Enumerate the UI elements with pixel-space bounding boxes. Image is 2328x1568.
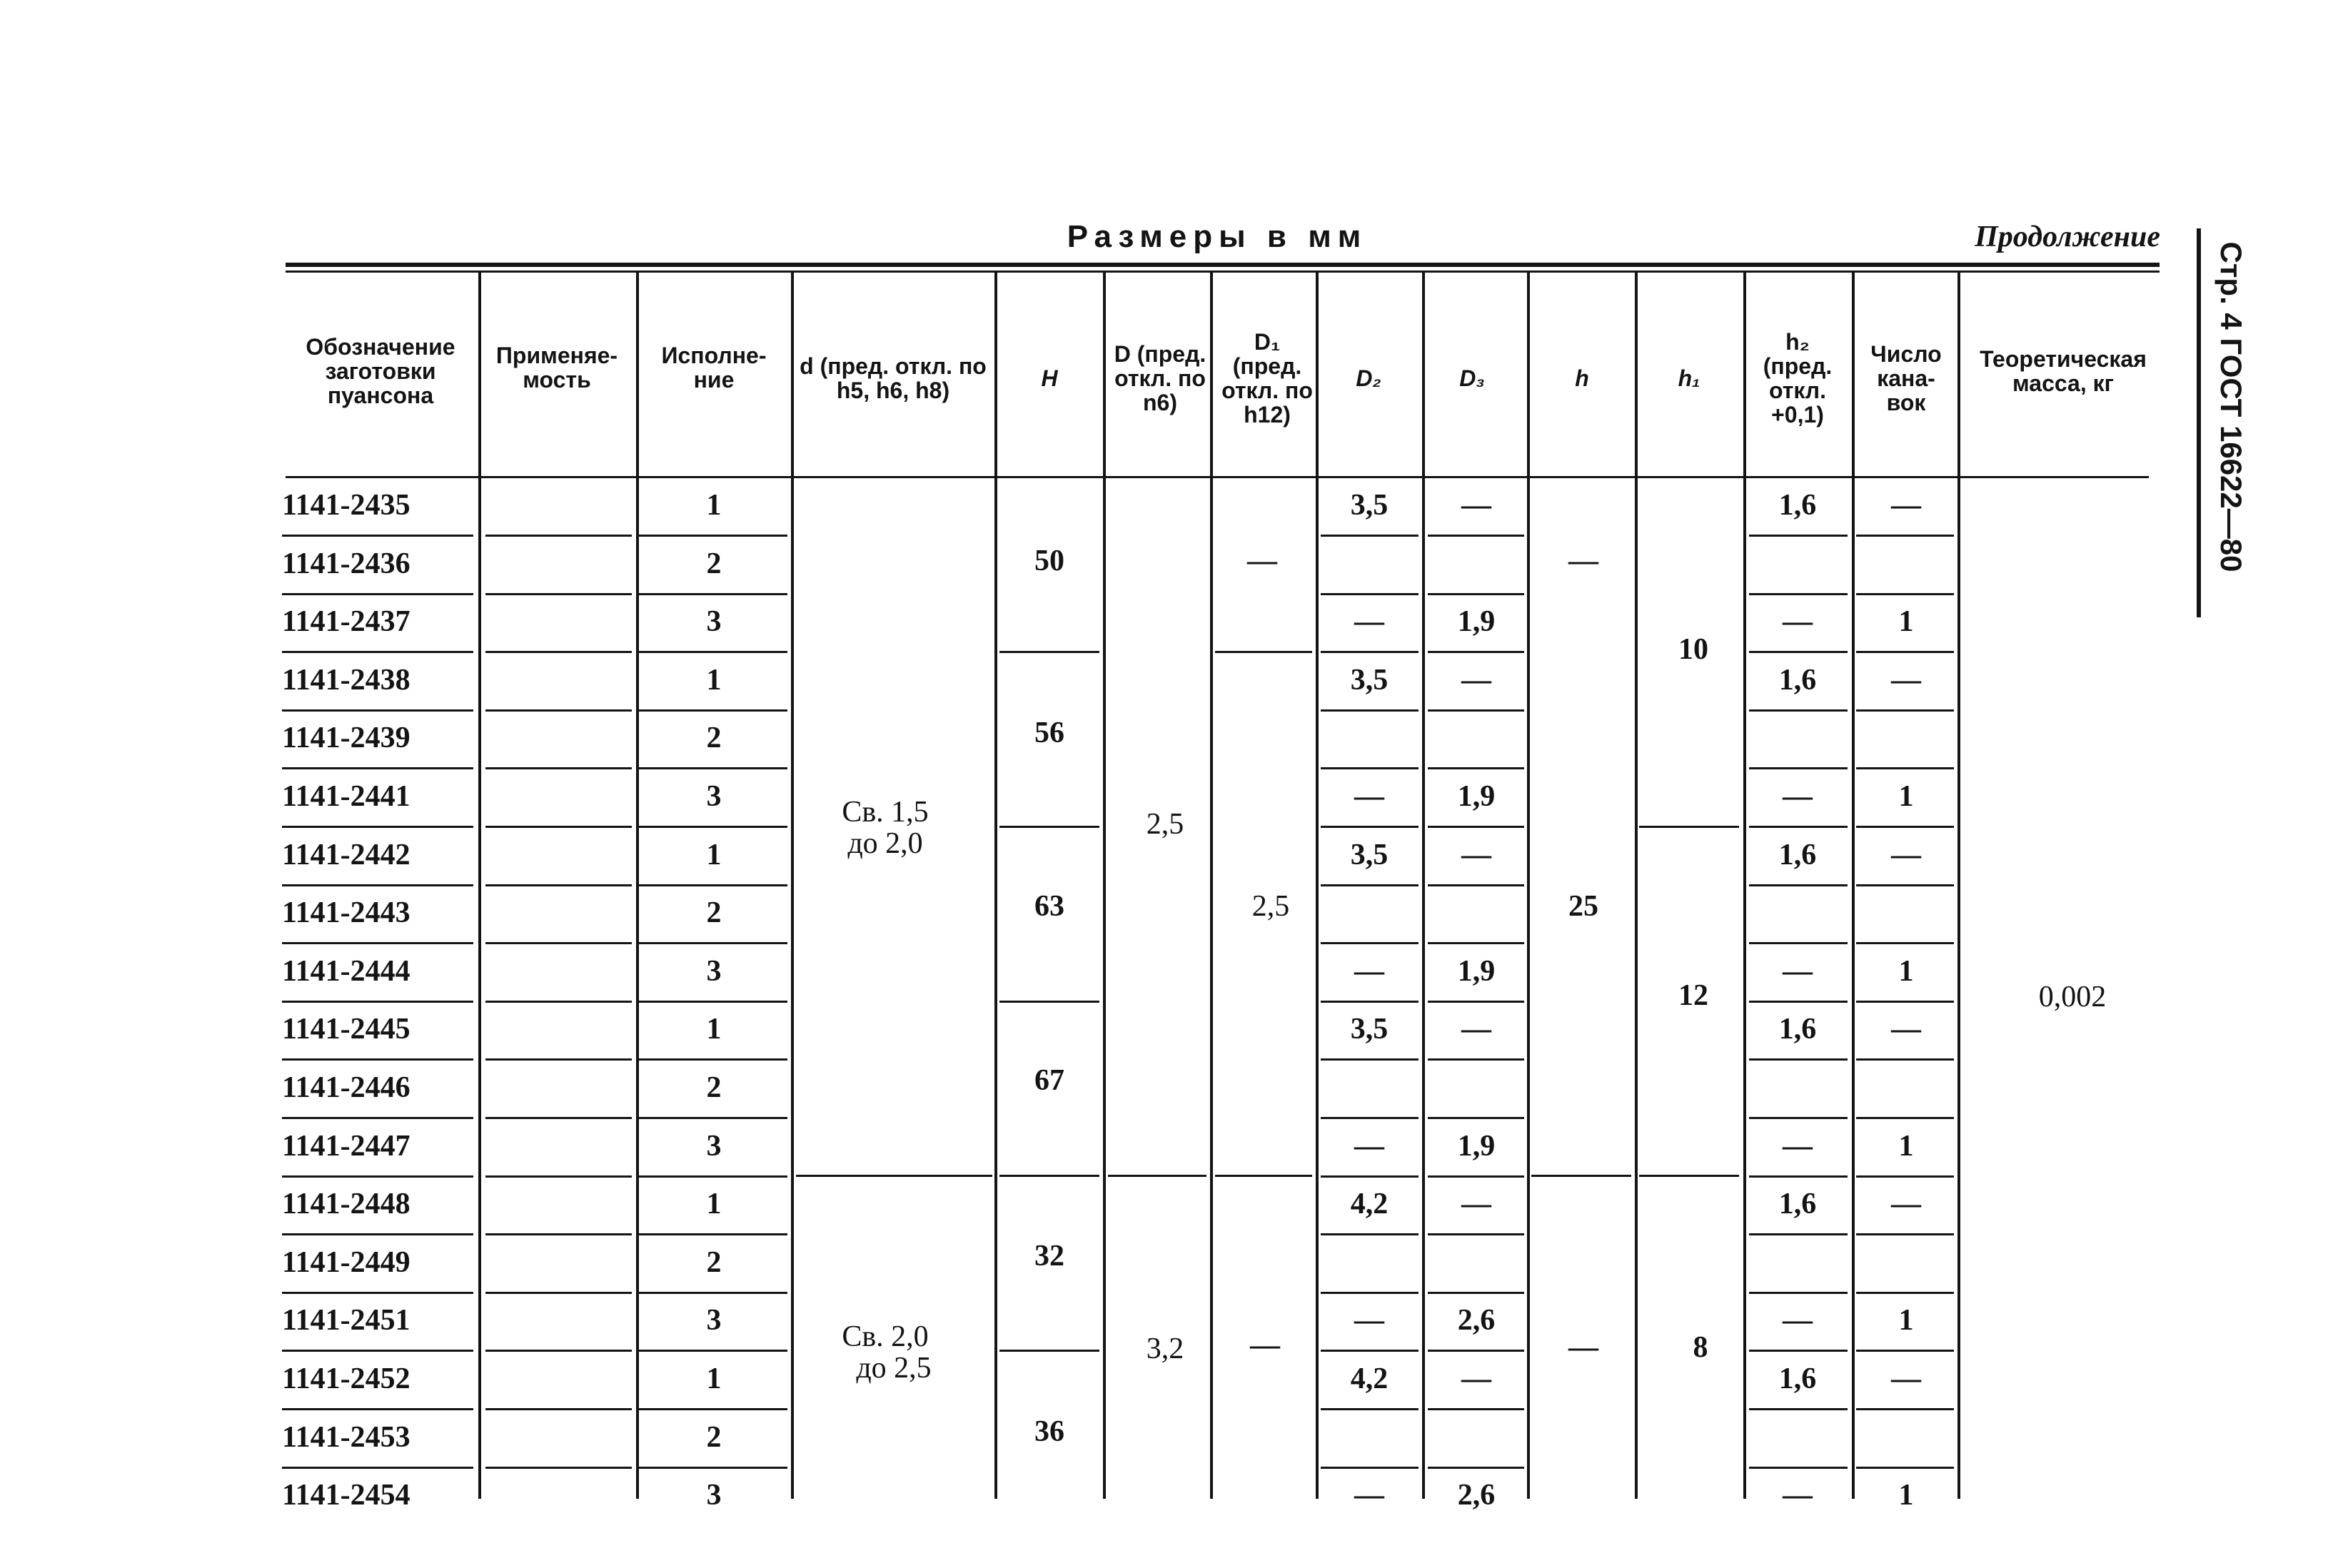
row-rule [1856, 535, 1954, 537]
row-rule [1428, 709, 1524, 712]
row-h2: — [1783, 605, 1813, 638]
row-rule [1749, 1233, 1848, 1235]
D-value: 2,5 [1146, 808, 1184, 841]
row-D3: — [1461, 489, 1491, 522]
row-rule [1749, 1117, 1848, 1119]
row-rule [1856, 1292, 1954, 1294]
row-D2: 3,5 [1350, 489, 1389, 522]
row-D3: 2,6 [1457, 1304, 1496, 1337]
row-rule [639, 1001, 787, 1003]
header-h: h [1575, 365, 1589, 391]
H-value: 32 [1034, 1240, 1064, 1273]
row-rule [1321, 1467, 1419, 1469]
row-rule [999, 826, 1099, 828]
row-variant: 1 [706, 1362, 722, 1395]
row-rule [639, 1175, 787, 1178]
row-code: 1141-2453 [282, 1421, 410, 1454]
row-D3: 1,9 [1457, 605, 1496, 638]
row-rule [999, 651, 1099, 653]
row-rule [1428, 942, 1524, 944]
row-rule [1749, 593, 1848, 595]
row-rule [1428, 1117, 1524, 1119]
row-variant: 2 [706, 1071, 722, 1104]
row-variant: 1 [706, 664, 722, 697]
D-value: 3,2 [1146, 1332, 1184, 1365]
row-D2: 3,5 [1350, 1013, 1389, 1046]
row-rule [1428, 1233, 1524, 1235]
row-rule [1321, 1408, 1419, 1410]
row-D3: — [1461, 1013, 1491, 1046]
row-code: 1141-2451 [282, 1304, 410, 1337]
row-rule [1639, 1175, 1739, 1177]
header-h2: h₂ (пред. откл. +0,1) [1763, 329, 1833, 428]
D1-value: — [1247, 545, 1277, 577]
col-sep [1635, 271, 1638, 1499]
row-rule [282, 1292, 473, 1294]
row-rule [1428, 651, 1524, 653]
row-grooves: — [1891, 1013, 1921, 1046]
top-rule-thin [286, 270, 2160, 273]
col-sep [1103, 271, 1106, 1499]
H-value: 67 [1034, 1064, 1064, 1097]
row-rule [639, 767, 787, 769]
row-code: 1141-2435 [282, 489, 410, 522]
row-rule [1321, 1292, 1419, 1294]
row-h2: 1,6 [1778, 1013, 1817, 1046]
row-rule [639, 1058, 787, 1061]
row-code: 1141-2436 [282, 547, 410, 580]
row-D2: 4,2 [1350, 1362, 1389, 1395]
row-rule [1749, 1408, 1848, 1410]
col-sep [1210, 271, 1213, 1499]
row-grooves: — [1891, 1188, 1921, 1220]
row-rule [999, 1350, 1099, 1352]
row-rule [1856, 1233, 1954, 1235]
header-bottom-rule [286, 476, 2149, 478]
row-code: 1141-2449 [282, 1246, 410, 1279]
row-code: 1141-2438 [282, 664, 410, 697]
continuation-label: Продолжение [1975, 221, 2160, 253]
row-rule [1215, 651, 1312, 653]
row-h2: — [1783, 1304, 1813, 1337]
row-D3: 2,6 [1457, 1479, 1496, 1512]
row-D3: — [1461, 1188, 1491, 1220]
row-rule [1321, 1233, 1419, 1235]
header-D2: D₂ [1356, 365, 1381, 391]
row-rule [1531, 1175, 1631, 1177]
page-title: Размеры в мм [1067, 219, 1368, 254]
row-rule [639, 709, 787, 712]
row-rule [485, 1117, 632, 1119]
col-sep [994, 271, 997, 1499]
row-rule [1856, 1175, 1954, 1178]
row-variant: 3 [706, 1304, 722, 1337]
row-code: 1141-2452 [282, 1362, 410, 1395]
header-h1: h₁ [1678, 365, 1700, 391]
col-sep [1422, 271, 1425, 1499]
d-range-top-line1: Св. 1,5 [842, 796, 929, 829]
row-variant: 1 [706, 1188, 722, 1220]
row-code: 1141-2444 [282, 955, 410, 988]
row-rule [1321, 942, 1419, 944]
row-rule [1428, 1001, 1524, 1003]
row-D2: 4,2 [1350, 1188, 1389, 1220]
row-rule [639, 1117, 787, 1119]
col-sep [478, 271, 481, 1499]
row-rule [1856, 1001, 1954, 1003]
row-rule [1749, 1175, 1848, 1178]
row-rule [485, 709, 632, 712]
row-D3: — [1461, 1362, 1491, 1395]
row-rule [485, 535, 632, 537]
row-rule [1428, 1467, 1524, 1469]
row-grooves: 1 [1898, 1130, 1914, 1163]
row-rule [485, 767, 632, 769]
row-D3: — [1461, 839, 1491, 871]
row-rule [1428, 1350, 1524, 1352]
row-rule [1321, 535, 1419, 537]
row-rule [1749, 942, 1848, 944]
row-rule [485, 826, 632, 828]
row-rule [1856, 1350, 1954, 1352]
row-rule [282, 826, 473, 828]
row-rule [1856, 767, 1954, 769]
row-D3: 1,9 [1457, 780, 1496, 813]
row-rule [1856, 826, 1954, 828]
row-h2: — [1783, 955, 1813, 988]
row-rule [1428, 1175, 1524, 1178]
row-code: 1141-2445 [282, 1013, 410, 1046]
row-D2: — [1354, 955, 1384, 988]
row-rule [1428, 593, 1524, 595]
col-sep [1743, 271, 1746, 1499]
row-rule [282, 1467, 473, 1469]
row-rule [485, 1408, 632, 1410]
row-h2: — [1783, 780, 1813, 813]
row-rule [639, 1233, 787, 1235]
row-h2: 1,6 [1778, 1362, 1817, 1395]
row-grooves: — [1891, 839, 1921, 871]
row-rule [1749, 535, 1848, 537]
row-rule [485, 593, 632, 595]
row-rule [282, 709, 473, 712]
row-rule [485, 884, 632, 886]
row-variant: 2 [706, 1421, 722, 1454]
row-rule [639, 826, 787, 828]
row-rule [1749, 1350, 1848, 1352]
row-rule [1321, 1175, 1419, 1178]
row-h2: 1,6 [1778, 664, 1817, 697]
row-rule [999, 1001, 1099, 1003]
col-sep [1527, 271, 1530, 1499]
row-rule [639, 535, 787, 537]
row-rule [639, 1467, 787, 1469]
row-variant: 1 [706, 1013, 722, 1046]
row-code: 1141-2441 [282, 780, 410, 813]
row-rule [485, 1175, 632, 1178]
d-range-top-line2: до 2,0 [847, 827, 923, 860]
h1-value: 10 [1678, 633, 1708, 666]
row-rule [1856, 651, 1954, 653]
row-rule [1321, 1350, 1419, 1352]
top-rule [286, 263, 2160, 267]
row-grooves: 1 [1898, 1479, 1914, 1512]
row-rule [1428, 1292, 1524, 1294]
h-value: — [1568, 545, 1598, 577]
d-range-bottom-line1: Св. 2,0 [842, 1320, 929, 1353]
row-rule [1215, 1175, 1312, 1177]
row-rule [1749, 651, 1848, 653]
row-grooves: 1 [1898, 955, 1914, 988]
row-rule [1856, 1058, 1954, 1061]
row-variant: 3 [706, 1479, 722, 1512]
row-rule [282, 1233, 473, 1235]
row-rule [639, 1350, 787, 1352]
row-rule [1749, 767, 1848, 769]
row-rule [1749, 884, 1848, 886]
row-variant: 3 [706, 780, 722, 813]
row-D2: — [1354, 1130, 1384, 1163]
row-h2: 1,6 [1778, 489, 1817, 522]
header-applicability: Применяе-мость [495, 343, 618, 393]
header-grooves: Число кана-вок [1870, 341, 1942, 415]
row-code: 1141-2446 [282, 1071, 410, 1104]
row-D3: 1,9 [1457, 1130, 1496, 1163]
col-sep [1852, 271, 1855, 1499]
row-variant: 1 [706, 489, 722, 522]
row-rule [1856, 593, 1954, 595]
row-rule [639, 942, 787, 944]
row-code: 1141-2443 [282, 896, 410, 929]
row-rule [1428, 1408, 1524, 1410]
col-sep [1316, 271, 1319, 1499]
row-rule [485, 942, 632, 944]
col-sep [791, 271, 794, 1499]
row-code: 1141-2437 [282, 605, 410, 638]
H-value: 50 [1034, 545, 1064, 577]
row-grooves: — [1891, 1362, 1921, 1395]
row-variant: 2 [706, 1246, 722, 1279]
row-rule [485, 1001, 632, 1003]
row-rule [639, 651, 787, 653]
row-rule [1321, 1001, 1419, 1003]
row-rule [1749, 709, 1848, 712]
row-rule [639, 884, 787, 886]
row-rule [485, 1292, 632, 1294]
row-rule [282, 942, 473, 944]
row-D2: 3,5 [1350, 839, 1389, 871]
row-grooves: — [1891, 664, 1921, 697]
row-rule [1428, 535, 1524, 537]
row-code: 1141-2454 [282, 1479, 410, 1512]
row-code: 1141-2448 [282, 1188, 410, 1220]
row-code: 1141-2447 [282, 1130, 410, 1163]
page-side-label: Стр. 4 ГОСТ 16622—80 [2214, 241, 2248, 572]
H-value: 63 [1034, 890, 1064, 923]
header-designation: Обозначение заготовки пуансона [306, 334, 455, 408]
row-rule [1749, 1058, 1848, 1061]
row-rule [1108, 1175, 1206, 1177]
mass-value: 0,002 [2038, 981, 2107, 1013]
row-grooves: 1 [1898, 605, 1914, 638]
row-rule [1428, 884, 1524, 886]
row-grooves: — [1891, 489, 1921, 522]
row-rule [1749, 826, 1848, 828]
h1-value: 12 [1678, 979, 1708, 1012]
D1-value: — [1250, 1329, 1280, 1362]
row-rule [1856, 1117, 1954, 1119]
row-grooves: 1 [1898, 780, 1914, 813]
row-rule [282, 651, 473, 653]
row-D2: — [1354, 780, 1384, 813]
row-D2: 3,5 [1350, 664, 1389, 697]
row-h2: — [1783, 1130, 1813, 1163]
row-rule [282, 1175, 473, 1178]
H-value: 56 [1034, 717, 1064, 749]
row-rule [1856, 884, 1954, 886]
row-rule [1321, 1117, 1419, 1119]
row-rule [1321, 884, 1419, 886]
row-rule [1428, 826, 1524, 828]
side-rule [2197, 228, 2201, 617]
row-rule [282, 593, 473, 595]
h1-value: 8 [1693, 1331, 1708, 1364]
row-rule [1856, 1408, 1954, 1410]
header-D1: D₁ (пред. откл. по h12) [1221, 329, 1313, 428]
row-rule [999, 1175, 1099, 1177]
D1-value: 2,5 [1251, 890, 1290, 923]
row-rule [282, 1408, 473, 1410]
row-rule [485, 1350, 632, 1352]
col-sep [1957, 271, 1960, 1499]
d-range-bottom-line2: до 2,5 [856, 1352, 932, 1385]
header-variant: Исполне-ние [661, 343, 767, 393]
row-rule [485, 651, 632, 653]
row-variant: 3 [706, 955, 722, 988]
row-variant: 2 [706, 722, 722, 754]
row-code: 1141-2439 [282, 722, 410, 754]
row-rule [639, 593, 787, 595]
header-mass: Теоретическая масса, кг [1980, 346, 2147, 396]
row-rule [282, 1117, 473, 1119]
h-value: 25 [1568, 890, 1598, 923]
row-variant: 2 [706, 547, 722, 580]
row-rule [1321, 767, 1419, 769]
row-D2: — [1354, 1304, 1384, 1337]
header-H: H [1041, 365, 1058, 391]
row-rule [1749, 1467, 1848, 1469]
row-D2: — [1354, 605, 1384, 638]
row-D2: — [1354, 1479, 1384, 1512]
row-rule [282, 535, 473, 537]
row-rule [282, 1350, 473, 1352]
row-rule [1321, 593, 1419, 595]
header-D: D (пред. откл. по n6) [1114, 341, 1206, 415]
row-rule [282, 767, 473, 769]
row-rule [1321, 826, 1419, 828]
row-h2: — [1783, 1479, 1813, 1512]
row-rule [796, 1175, 992, 1177]
row-variant: 3 [706, 605, 722, 638]
row-rule [282, 1001, 473, 1003]
row-variant: 1 [706, 839, 722, 871]
row-rule [1321, 709, 1419, 712]
row-h2: 1,6 [1778, 839, 1817, 871]
row-variant: 3 [706, 1130, 722, 1163]
row-h2: 1,6 [1778, 1188, 1817, 1220]
header-D3: D₃ [1459, 365, 1485, 391]
row-rule [1428, 1058, 1524, 1061]
row-D3: — [1461, 664, 1491, 697]
row-rule [1856, 942, 1954, 944]
row-rule [639, 1292, 787, 1294]
row-variant: 2 [706, 896, 722, 929]
row-rule [1856, 709, 1954, 712]
row-D3: 1,9 [1457, 955, 1496, 988]
row-rule [1321, 651, 1419, 653]
row-rule [485, 1058, 632, 1061]
row-rule [1428, 767, 1524, 769]
row-rule [282, 1058, 473, 1061]
row-rule [1639, 826, 1739, 828]
H-value: 36 [1034, 1415, 1064, 1448]
row-rule [282, 884, 473, 886]
row-rule [485, 1467, 632, 1469]
row-rule [485, 1233, 632, 1235]
h-value: — [1568, 1331, 1598, 1364]
row-rule [1749, 1292, 1848, 1294]
row-rule [1321, 1058, 1419, 1061]
row-rule [639, 1408, 787, 1410]
row-rule [1749, 1001, 1848, 1003]
row-rule [1856, 1467, 1954, 1469]
row-code: 1141-2442 [282, 839, 410, 871]
row-grooves: 1 [1898, 1304, 1914, 1337]
header-d: d (пред. откл. по h5, h6, h8) [800, 353, 987, 403]
